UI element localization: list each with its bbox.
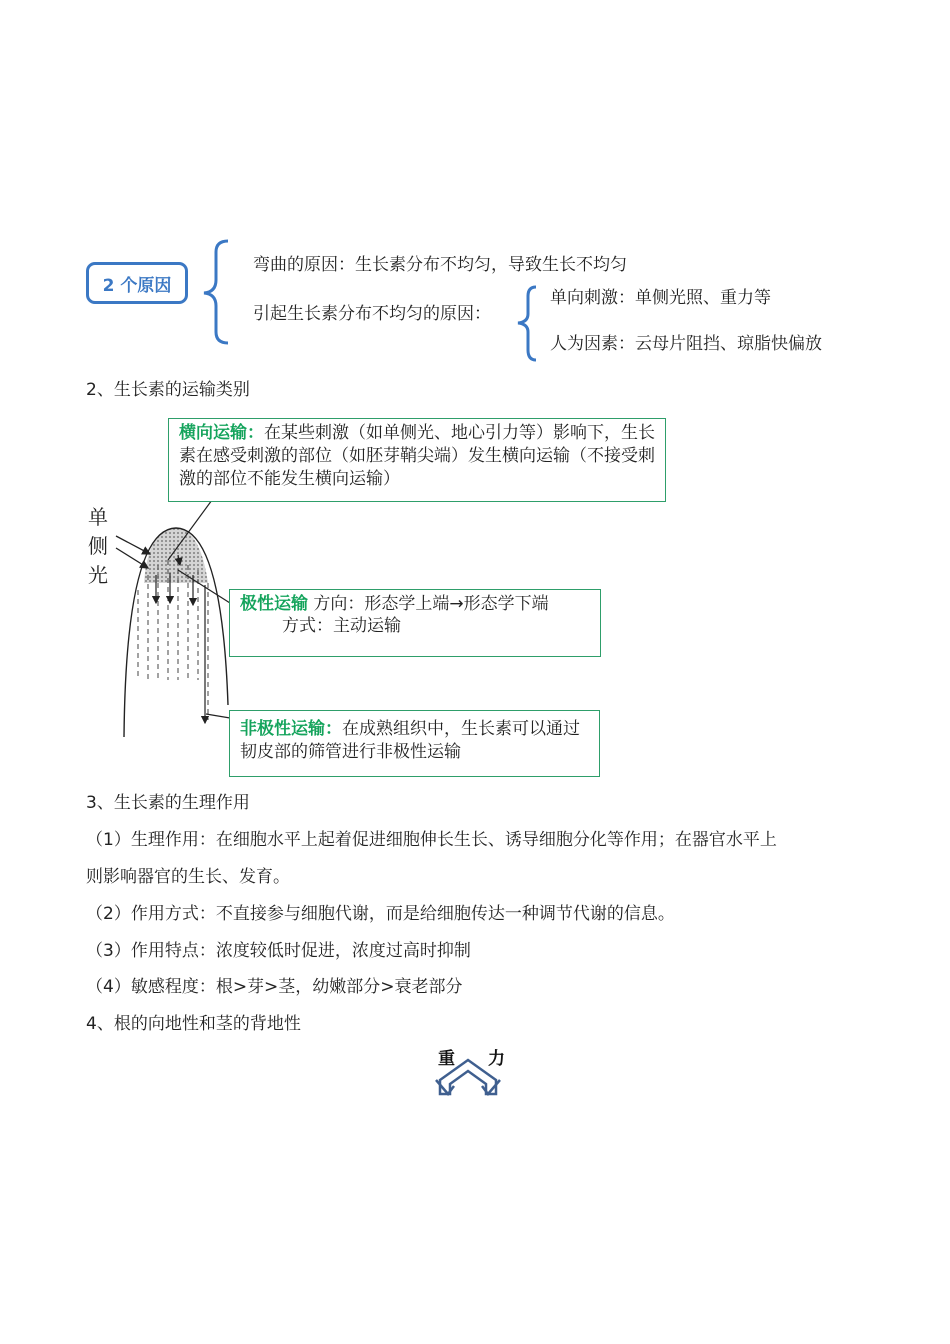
list-item: 则影响器官的生长、发育。 bbox=[86, 867, 290, 887]
single-side-light-label: 单 侧 光 bbox=[88, 505, 108, 587]
list-item: （3）作用特点：浓度较低时促进，浓度过高时抑制 bbox=[86, 941, 471, 961]
reasons-box: 2 个原因 bbox=[86, 262, 188, 304]
gravity-label-right: 力 bbox=[488, 1049, 505, 1069]
human-factor-text: 人为因素：云母片阻挡、琼脂快偏放 bbox=[550, 334, 822, 354]
nonpolar-transport-box bbox=[229, 710, 600, 777]
lateral-transport-title: 横向运输： bbox=[179, 423, 264, 443]
polar-transport-text: 方向：形态学上端→形态学下端 bbox=[308, 594, 549, 614]
nonpolar-transport-title: 非极性运输： bbox=[240, 719, 342, 739]
bend-reason-text: 弯曲的原因：生长素分布不均匀，导致生长不均匀 bbox=[253, 255, 627, 275]
list-item: （2）作用方式：不直接参与细胞代谢，而是给细胞传达一种调节代谢的信息。 bbox=[86, 904, 675, 924]
nonpolar-transport-text: 在成熟组织中，生长素可以通过韧皮部的筛管进行非极性运输 bbox=[240, 719, 580, 762]
polar-transport-mode: 方式：主动运输 bbox=[282, 616, 401, 636]
list-item: （4）敏感程度：根>芽>茎，幼嫩部分>衰老部分 bbox=[86, 977, 463, 997]
section-2-heading: 2、生长素的运输类别 bbox=[86, 380, 250, 400]
section-3-heading: 3、生长素的生理作用 bbox=[86, 793, 250, 813]
list-item: （1）生理作用：在细胞水平上起着促进细胞伸长生长、诱导细胞分化等作用；在器官水平上 bbox=[86, 830, 777, 850]
gravity-arrow-icon bbox=[434, 1056, 504, 1098]
gravity-label-left: 重 bbox=[438, 1049, 455, 1069]
lateral-transport-text: 在某些刺激（如单侧光、地心引力等）影响下，生长素在感受刺激的部位（如胚芽鞘尖端）发生横向运输（不接受刺激的部位不能发生横向运输） bbox=[179, 423, 655, 489]
polar-transport-title: 极性运输 bbox=[240, 594, 308, 614]
stimulus-text: 单向刺激：单侧光照、重力等 bbox=[550, 288, 771, 308]
small-brace bbox=[510, 284, 546, 364]
large-brace bbox=[192, 238, 242, 348]
uneven-reason-text: 引起生长素分布不均匀的原因： bbox=[253, 304, 491, 324]
polar-transport-box bbox=[229, 589, 601, 657]
section-4-heading: 4、根的向地性和茎的背地性 bbox=[86, 1014, 301, 1034]
lateral-transport-box bbox=[168, 418, 666, 502]
